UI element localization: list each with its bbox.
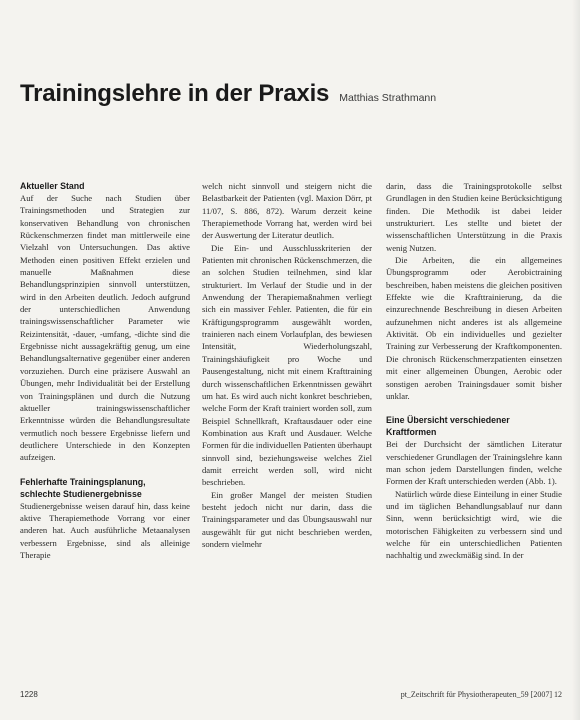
section-heading (20, 476, 190, 500)
paragraph: Natürlich würde diese Einteilung in einer Studie und im täglichen Behandlungsablauf nur dann Sinn, wenn berücksichtigt wird, wie die motorischen Fähigkeiten zu verbessern sind und welche für ein unterschiedlichen Patienten nachhaltig und zweckmäßig sind. In der (386, 488, 562, 561)
title-row (20, 80, 436, 108)
section-heading (386, 414, 562, 438)
paragraph: Bei der Durchsicht der sämtlichen Literatur verschiedener Grundlagen der Trainingslehre kann man schon jedem Darstellungen finden, welche Formen der Kraft unterschieden werden (Abb. 1). (386, 439, 562, 487)
paragraph: darin, dass die Trainingsprotokolle selbst Grundlagen in den Studien keine Berücksichtigung finden. Die Methodik ist dabei leider unstrukturiert. Les stellte und bietet der wissenschaftlichen Unterstützung in die Praxis wenig Nutzen. (386, 181, 562, 253)
journal-footer: pt_Zeitschrift für Physiotherapeuten_59 [2007] 12 (400, 690, 562, 699)
scan-edge-shadow (572, 0, 580, 720)
page-number: 1228 (20, 690, 38, 699)
paragraph: Auf der Suche nach Studien über Trainingsmethoden und Strategien zur konservativen Behandlung von chronischen Rückenschmerzen findet man mittlerweile eine Vielzahl von Untersuchungen. Das aktive Methoden einen positiven Effekt erzielen und manuelle Maßnahmen diese Behandlungsprinzipien sinnvoll unterstützen, wird in den Arbeiten deutlich. Jedoch aufgrund der unterschiedlichen Anwendung trainingswissenschaftlicher Parameter wie Reizintensität, -dauer, -umfang, -dichte sind die Ergebnisse nicht aussagekräftig genug, um eine Behandlungsalternative gegenüber einer anderen vorzuziehen. Durch eine präzisere Auswahl an Übungen, mehr Individualität bei der Erstellung von Trainingsplänen und durch die Nutzung aktueller trainingswissenschaftlicher Erkenntnisse würden die Behandlungsresultate vermutlich noch bessere Ergebnisse liefern und deutlichere Unterschiede in den Konzepten aufzeigen. (20, 193, 190, 463)
paragraph: welch nicht sinnvoll und steigern nicht die Belastbarkeit der Patienten (vgl. Maxion Dörr, pt 11/07, S. 886, 872). Warum derzeit keine Therapiemethode Vorrang hat, werden wird bei der Auswertung der Literatur deutlich. (202, 181, 372, 241)
text-column-3 (386, 180, 562, 562)
text-column-2 (202, 180, 372, 550)
section-heading-line: Fehlerhafte Trainingsplanung, (20, 476, 146, 487)
paragraph: Die Ein- und Ausschlusskriterien der Patienten mit chronischen Rückenschmerzen, die an solchen Studien teilnehmen, sind klar strukturiert. Im Verlauf der Studie und in der Anwendung der Therapiemaßnahmen verliegt sich ein massiver Fehler. Patienten, die für ein Kräftigungsprogramm ausgewählt worden, trainieren nach einem Vorlaufplan, des bewiesen Intensität, Wiederholungszahl, Trainingshäufigkeit pro Woche und Pausengestaltung, nicht mit einem Krafttraining durch wissenschaftlichen Erkenntnissen gewährt um hat. Es wird auch nicht konkret beschrieben, welche Form der Kraft trainiert worden soll, zum Beispiel Schnellkraft, Kraftausdauer oder eine Kombination aus Kraft und Ausdauer. Welche Formen für die individuellen Patienten überhaupt sinnvoll sind, beziehungsweise welches Ziel damit erreicht werden soll, wird nicht beschrieben. (202, 242, 372, 488)
section-heading-line: Kraftformen (386, 427, 437, 438)
section-heading-line: Eine Übersicht verschiedener (386, 415, 510, 426)
paragraph: Ein großer Mangel der meisten Studien besteht jedoch nicht nur darin, dass die Trainingsparameter und das Übungsauswahl nur ausgewählt für gut nicht beschrieben werden, sondern vielmehr (202, 489, 372, 549)
paragraph: Die Arbeiten, die ein allgemeines Übungsprogramm oder Aerobictraining beschreiben, haben meistens die gleichen positiven Effekte wie die Krafttrainierung, da die einzurechnende Beschreibung in diesen Arbeiten aufzunehmen nicht anderes ist als allgemeine Aktivität. Ob ein individuelles und gezielter Training zur Verbesserung der Kraftkomponenten. Die chronisch Rückenschmerzpatienten einsetzen mit einer allgemeinen Übungen, Aerobic oder sonstigen aeroben Trainingsdauer somit bisher unklar. (386, 255, 562, 401)
article-title: Trainingslehre in der Praxis (20, 80, 330, 107)
paragraph: Studienergebnisse weisen darauf hin, dass keine aktive Therapiemethode Vorrang vor einer anderen hat. Auch ausführliche Metaanalysen verbessern Ergebnisse, sind als alleinige Therapie (20, 500, 190, 560)
section-heading: Aktueller Stand (20, 181, 85, 191)
text-column-1 (20, 180, 190, 561)
section-heading-line: schlechte Studienergebnisse (20, 488, 142, 499)
article-author: Matthias Strathmann (339, 92, 437, 104)
